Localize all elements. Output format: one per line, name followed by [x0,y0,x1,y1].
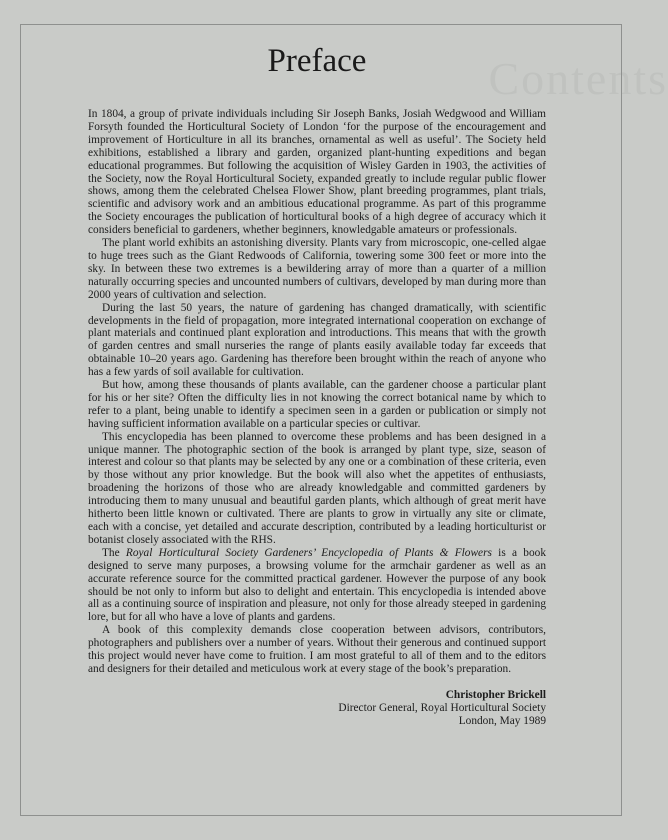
book-title: Royal Horticultural Society Gardeners’ Encyclopedia of Plants & Flowers [125,546,492,559]
paragraph-3: During the last 50 years, the nature of gardening has changed dramatically, with scientific developments in the field of propagation, more integrated international cooperation on exchange of plant materials and continued plant exploration and introductions. This means that with the growth of garden centres and small nurseries the range of plants easily available today far exceeds that obtainable 10–20 years ago. Gardening has therefore been brought within the reach of anyone who has a few yards of soil available for cultivation. [88,301,546,379]
paragraph-5: This encyclopedia has been planned to overcome these problems and has been designed in a unique manner. The photographic section of the book is arranged by plant type, size, season of interest and colour so that plants may be selected by any one or a combination of these criteria, even by those without any prior knowledge. But the book will also whet the appetites of enthusiasts, broadening the horizons of those who are already knowledgable and committed gardeners by introducing them to many unusual and beautiful garden plants, which although of great merit have hitherto been little known or cultivated. There are plants to grow in virtually any site or climate, each with a concise, yet detailed and accurate description, contributed by a leading horticulturist or botanist closely associated with the RHS. [88,430,546,546]
paragraph-2: The plant world exhibits an astonishing diversity. Plants vary from microscopic, one-celled algae to huge trees such as the Giant Redwoods of California, towering some 300 feet or more into the sky. In between these two extremes is a bewildering array of more than a quarter of a million naturally occurring species and uncounted numbers of cultivars, developed by man during more than 2000 years of cultivation and selection. [88,237,546,301]
preface-body [88,108,546,676]
paragraph-6: The Royal Horticultural Society Gardeners’ Encyclopedia of Plants & Flowers is a book designed to serve many purposes, a browsing volume for the armchair gardener as well as an accurate reference source for the committed practical gardener. However the purpose of any book should be not only to inform but also to delight and entertain. This encyclopedia is intended above all as a continuing source of inspiration and pleasure, not only for those already steeped in gardening lore, but for all who have a love of plants and gardens. [88,546,546,624]
paragraph-1: In 1804, a group of private individuals including Sir Joseph Banks, Josiah Wedgwood and William Forsyth founded the Horticultural Society of London ‘for the purpose of the encouragement and improvement of Horticulture in all its branches, ornamental as well as useful’. The Society held exhibitions, established a library and garden, organized plant-hunting expeditions and began educational programmes. But following the acquisition of Wisley Garden in 1903, the activities of the Society, now the Royal Horticultural Society, expanded greatly to include regular public flower shows, among them the celebrated Chelsea Flower Show, plant breeding programmes, plant trials, scientific and advisory work and an ambitious educational programme. As part of this programme the Society encourages the publication of horticultural books of a high degree of accuracy which it considers beneficial to gardeners, whether beginners, knowledgable amateurs or professionals. [88,108,546,237]
paragraph-7: A book of this complexity demands close cooperation between advisors, contributors, photographers and publishers over a number of years. Without their generous and continued support this project would never have come to fruition. I am most grateful to all of them and to the editors and designers for their detailed and meticulous work at every stage of the book’s preparation. [88,624,546,675]
place-date: London, May 1989 [458,715,546,728]
page-title: Preface [267,43,367,79]
ghost-contents-heading: Contents [488,53,668,104]
signature-block [88,689,546,729]
author-name: Christopher Brickell [445,688,546,701]
preface-content [88,40,546,728]
paragraph-4: But how, among these thousands of plants available, can the gardener choose a particular plant for his or her site? Often the difficulty lies in not knowing the correct botanical name by which to refer to a plant, being unable to identify a specimen seen in a garden or publication or simply not having sufficient information available on a particular species or cultivar. [88,379,546,430]
author-role: Director General, Royal Horticultural Society [338,702,546,715]
